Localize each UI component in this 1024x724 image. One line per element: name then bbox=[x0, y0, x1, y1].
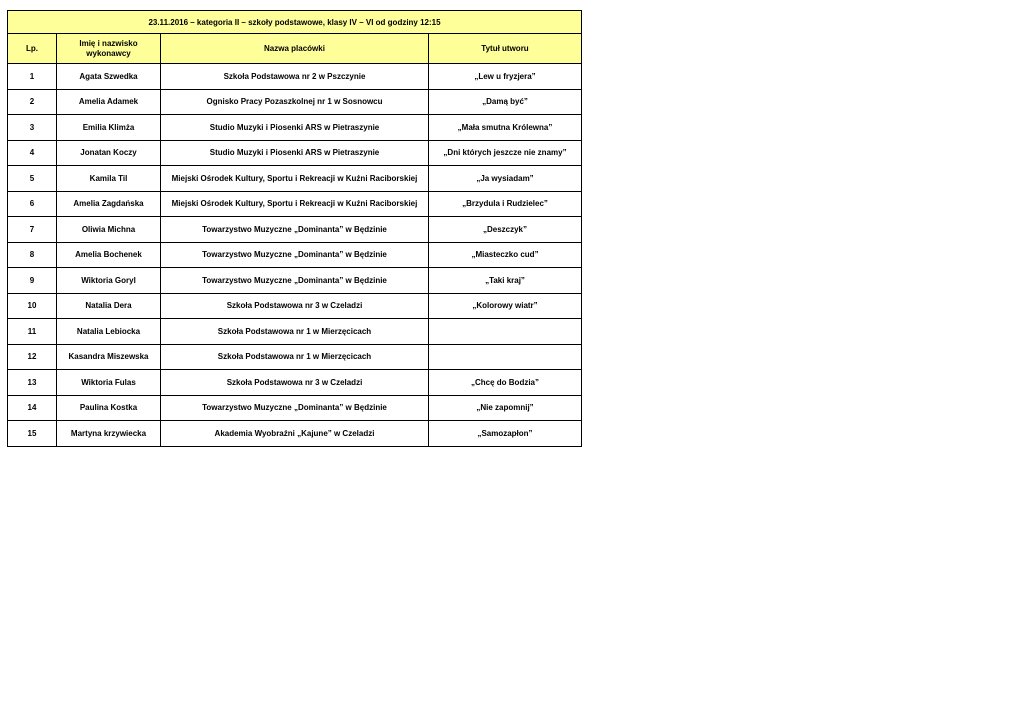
column-header-institution: Nazwa placówki bbox=[161, 34, 429, 64]
cell-title: „Dni których jeszcze nie znamy” bbox=[429, 140, 582, 166]
cell-lp: 5 bbox=[8, 166, 57, 192]
cell-institution: Miejski Ośrodek Kultury, Sportu i Rekreacji w Kuźni Raciborskiej bbox=[161, 191, 429, 217]
cell-name: Natalia Dera bbox=[57, 293, 161, 319]
cell-name: Agata Szwedka bbox=[57, 64, 161, 90]
cell-institution: Towarzystwo Muzyczne „Dominanta” w Będzinie bbox=[161, 395, 429, 421]
table-row bbox=[8, 268, 582, 294]
table-row bbox=[8, 191, 582, 217]
schedule-sheet bbox=[7, 10, 581, 447]
table-row bbox=[8, 370, 582, 396]
cell-title bbox=[429, 319, 582, 345]
cell-title: „Brzydula i Rudzielec” bbox=[429, 191, 582, 217]
cell-lp: 13 bbox=[8, 370, 57, 396]
table-row bbox=[8, 217, 582, 243]
cell-institution: Szkoła Podstawowa nr 1 w Mierzęcicach bbox=[161, 344, 429, 370]
cell-lp: 9 bbox=[8, 268, 57, 294]
cell-name: Martyna krzywiecka bbox=[57, 421, 161, 447]
cell-name: Wiktoria Goryl bbox=[57, 268, 161, 294]
cell-name: Amelia Bochenek bbox=[57, 242, 161, 268]
table-header-row bbox=[8, 34, 582, 64]
cell-title: „Mała smutna Królewna” bbox=[429, 115, 582, 141]
cell-name: Wiktoria Fulas bbox=[57, 370, 161, 396]
cell-title: „Chcę do Bodzia” bbox=[429, 370, 582, 396]
performers-table bbox=[7, 10, 582, 447]
table-row bbox=[8, 140, 582, 166]
cell-lp: 8 bbox=[8, 242, 57, 268]
cell-title: „Taki kraj” bbox=[429, 268, 582, 294]
table-row bbox=[8, 242, 582, 268]
cell-lp: 3 bbox=[8, 115, 57, 141]
cell-lp: 10 bbox=[8, 293, 57, 319]
cell-lp: 14 bbox=[8, 395, 57, 421]
cell-institution: Studio Muzyki i Piosenki ARS w Pietraszynie bbox=[161, 140, 429, 166]
table-title: 23.11.2016 – kategoria II – szkoły podstawowe, klasy IV – VI od godziny 12:15 bbox=[8, 11, 582, 34]
table-row bbox=[8, 421, 582, 447]
table-title-row bbox=[8, 11, 582, 34]
cell-title: „Nie zapomnij” bbox=[429, 395, 582, 421]
cell-lp: 12 bbox=[8, 344, 57, 370]
table-row bbox=[8, 319, 582, 345]
cell-institution: Miejski Ośrodek Kultury, Sportu i Rekreacji w Kuźni Raciborskiej bbox=[161, 166, 429, 192]
cell-institution: Szkoła Podstawowa nr 2 w Pszczynie bbox=[161, 64, 429, 90]
cell-name: Natalia Lebiocka bbox=[57, 319, 161, 345]
cell-title: „Ja wysiadam” bbox=[429, 166, 582, 192]
cell-name: Oliwia Michna bbox=[57, 217, 161, 243]
table-row bbox=[8, 344, 582, 370]
cell-name: Kamila Til bbox=[57, 166, 161, 192]
cell-institution: Studio Muzyki i Piosenki ARS w Pietraszynie bbox=[161, 115, 429, 141]
cell-institution: Szkoła Podstawowa nr 3 w Czeladzi bbox=[161, 293, 429, 319]
cell-title bbox=[429, 344, 582, 370]
cell-institution: Towarzystwo Muzyczne „Dominanta” w Będzinie bbox=[161, 242, 429, 268]
cell-lp: 2 bbox=[8, 89, 57, 115]
table-row bbox=[8, 166, 582, 192]
cell-institution: Akademia Wyobraźni „Kajune” w Czeladzi bbox=[161, 421, 429, 447]
cell-lp: 7 bbox=[8, 217, 57, 243]
cell-name: Jonatan Koczy bbox=[57, 140, 161, 166]
cell-lp: 15 bbox=[8, 421, 57, 447]
cell-lp: 11 bbox=[8, 319, 57, 345]
cell-name: Emilia Klimża bbox=[57, 115, 161, 141]
cell-title: „Kolorowy wiatr” bbox=[429, 293, 582, 319]
cell-institution: Ognisko Pracy Pozaszkolnej nr 1 w Sosnowcu bbox=[161, 89, 429, 115]
table-row bbox=[8, 115, 582, 141]
cell-lp: 1 bbox=[8, 64, 57, 90]
column-header-title: Tytuł utworu bbox=[429, 34, 582, 64]
cell-institution: Szkoła Podstawowa nr 1 w Mierzęcicach bbox=[161, 319, 429, 345]
cell-lp: 4 bbox=[8, 140, 57, 166]
cell-name: Kasandra Miszewska bbox=[57, 344, 161, 370]
cell-institution: Towarzystwo Muzyczne „Dominanta” w Będzinie bbox=[161, 217, 429, 243]
column-header-name: Imię i nazwisko wykonawcy bbox=[57, 34, 161, 64]
cell-title: „Lew u fryzjera” bbox=[429, 64, 582, 90]
cell-title: „Deszczyk” bbox=[429, 217, 582, 243]
cell-title: „Samozapłon” bbox=[429, 421, 582, 447]
table-row bbox=[8, 395, 582, 421]
table-row bbox=[8, 89, 582, 115]
cell-name: Amelia Zagdańska bbox=[57, 191, 161, 217]
cell-title: „Miasteczko cud” bbox=[429, 242, 582, 268]
column-header-lp: Lp. bbox=[8, 34, 57, 64]
cell-title: „Damą być” bbox=[429, 89, 582, 115]
cell-lp: 6 bbox=[8, 191, 57, 217]
cell-name: Amelia Adamek bbox=[57, 89, 161, 115]
table-row bbox=[8, 293, 582, 319]
cell-institution: Towarzystwo Muzyczne „Dominanta” w Będzinie bbox=[161, 268, 429, 294]
cell-institution: Szkoła Podstawowa nr 3 w Czeladzi bbox=[161, 370, 429, 396]
cell-name: Paulina Kostka bbox=[57, 395, 161, 421]
table-row bbox=[8, 64, 582, 90]
